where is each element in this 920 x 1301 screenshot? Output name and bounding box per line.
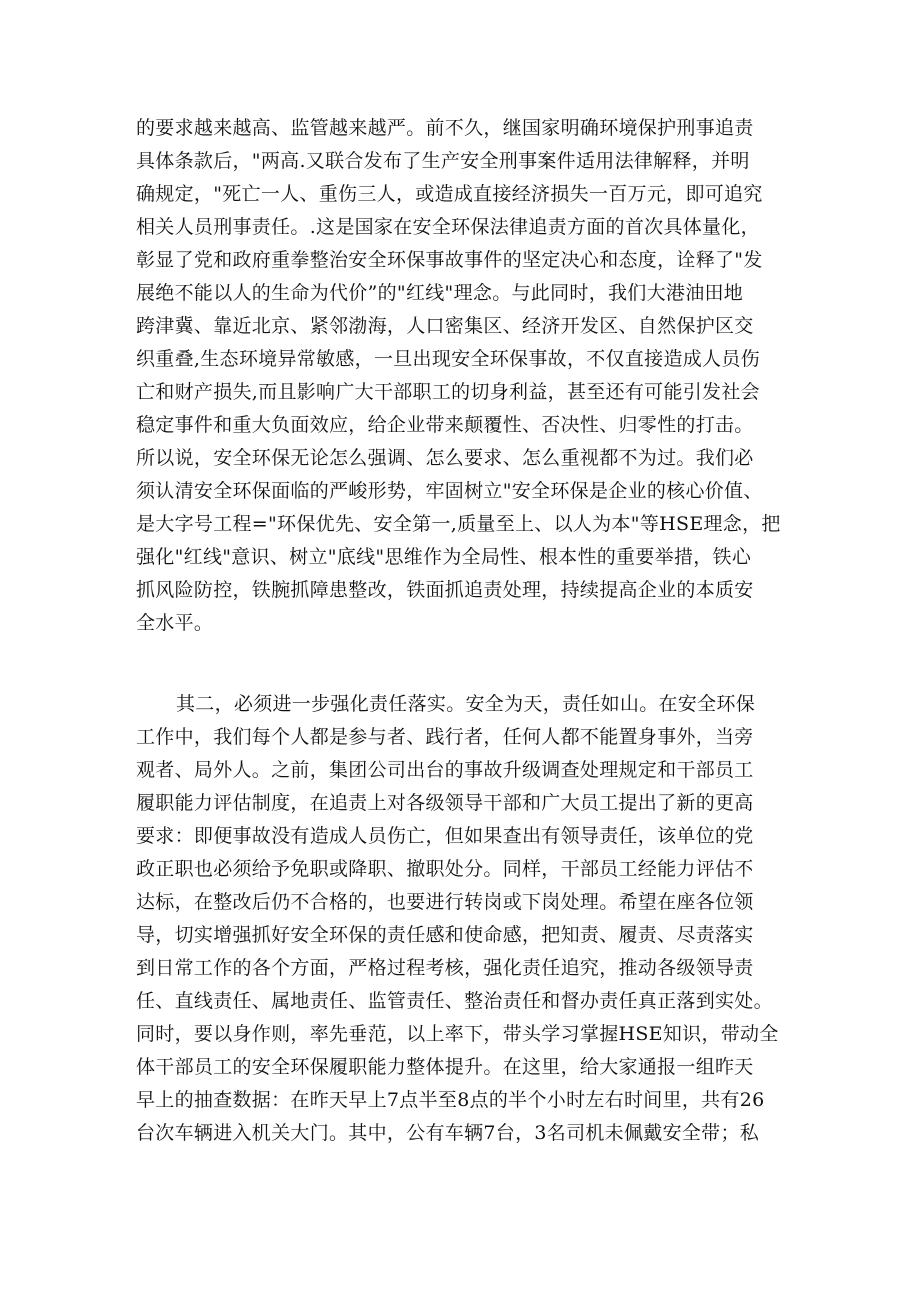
text-line: 须认清安全环保面临的严峻形势，牢固树立"安全环保是企业的核心价值、 xyxy=(136,480,763,502)
text-line: 体干部员工的安全环保履职能力整体提升。在这里，给大家通报一组昨天 xyxy=(136,1056,754,1078)
text-line: 台次车辆进入机关大门。其中，公有车辆7台，3名司机未佩戴安全带；私 xyxy=(136,1122,760,1144)
text-line: 政正职也必须给予免职或降职、撤职处分。同样，干部员工经能力评估不 xyxy=(136,858,754,880)
text-line: 工作中，我们每个人都是参与者、践行者，任何人都不能置身事外，当旁 xyxy=(136,726,754,748)
text-line: 稳定事件和重大负面效应，给企业带来颠覆性、否决性、归零性的打击。 xyxy=(136,414,754,436)
paragraph-responsibility xyxy=(136,688,796,1150)
text-line: 是大字号工程="环保优先、安全第一,质量至上、以人为本"等HSE理念，把 xyxy=(136,513,781,535)
text-line: 履职能力评估制度，在追责上对各级领导干部和广大员工提出了新的更高 xyxy=(136,792,754,814)
text-line: 同时，要以身作则，率先垂范，以上率下，带头学习掌握HSE知识，带动全 xyxy=(136,1023,779,1045)
text-line: 确规定，"死亡一人、重伤三人，或造成直接经济损失一百万元，即可追究 xyxy=(136,183,763,205)
text-line: 亡和财产损失,而且影响广大干部职工的切身利益，甚至还有可能引发社会 xyxy=(136,381,760,403)
text-line: 导，切实增强抓好安全环保的责任感和使命感，把知责、履责、尽责落实 xyxy=(136,924,754,946)
text-line: 的要求越来越高、监管越来越严。前不久，继国家明确环境保护刑事追责 xyxy=(136,117,754,139)
text-line: 要求：即便事故没有造成人员伤亡，但如果查出有领导责任，该单位的党 xyxy=(136,825,754,847)
text-line: 所以说，安全环保无论怎么强调、怎么要求、怎么重视都不为过。我们必 xyxy=(136,447,754,469)
text-line: 任、直线责任、属地责任、监管责任、整治责任和督办责任真正落到实处。 xyxy=(136,990,773,1012)
text-line: 展绝不能以人的生命为代价”的"红线"理念。与此同时，我们大港油田地 xyxy=(136,282,744,304)
text-line: 具体条款后，"两高.又联合发布了生产安全刑事案件适用法律解释，并明 xyxy=(136,150,750,172)
text-line-first: 其二，必须进一步强化责任落实。安全为天，责任如山。在安全环保 xyxy=(176,693,756,715)
text-line: 相关人员刑事责任。.这是国家在安全环保法律追责方面的首次具体量化， xyxy=(136,216,760,238)
text-line: 抓风险防控，铁腕抓障患整改，铁面抓追责处理，持续提高企业的本质安 xyxy=(136,579,754,601)
text-line: 彰显了党和政府重拳整治安全环保事故事件的坚定决心和态度，诠释了"发 xyxy=(136,249,763,271)
text-line: 观者、局外人。之前，集团公司出台的事故升级调查处理规定和干部员工 xyxy=(136,759,754,781)
text-line: 达标，在整改后仍不合格的，也要进行转岗或下岗处理。希望在座各位领 xyxy=(136,891,754,913)
text-line: 到日常工作的各个方面，严格过程考核，强化责任追究，推动各级领导责 xyxy=(136,957,754,979)
text-line: 早上的抽查数据：在昨天早上7点半至8点的半个小时左右时间里，共有26 xyxy=(136,1089,765,1111)
text-line: 全水平。 xyxy=(136,612,214,634)
paragraph-safety-situation xyxy=(136,112,796,640)
text-line: 织重叠,生态环境异常敏感，一旦出现安全环保事故，不仅直接造成人员伤 xyxy=(136,348,760,370)
text-line: 跨津冀、靠近北京、紧邻渤海，人口密集区、经济开发区、自然保护区交 xyxy=(136,315,754,337)
text-line: 强化"红线"意识、树立"底线"思维作为全局性、根本性的重要举措，铁心 xyxy=(136,546,752,568)
